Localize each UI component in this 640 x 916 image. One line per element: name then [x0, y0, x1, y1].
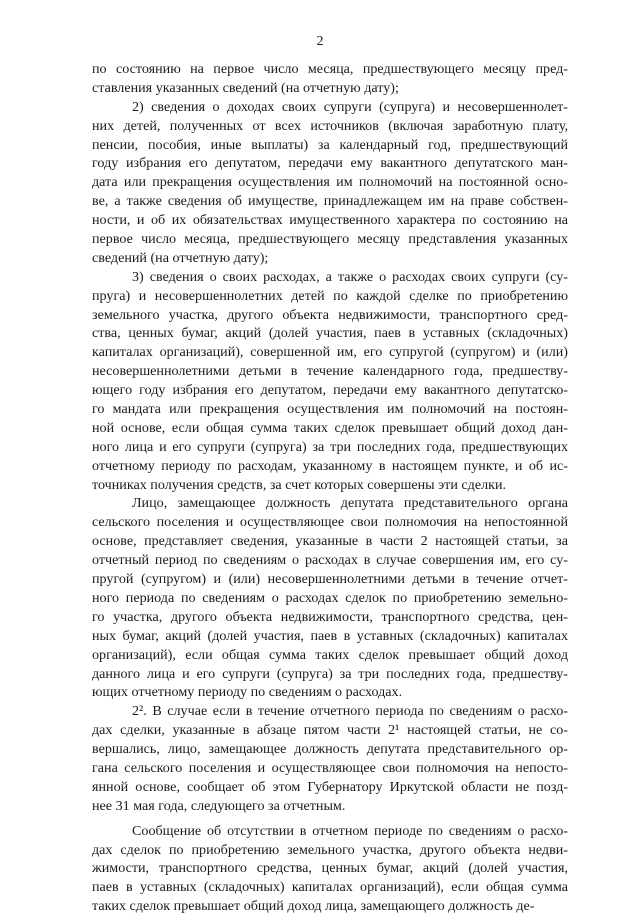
text-line: го мандата или прекращения осуществления им полномочий на постоян-	[92, 401, 568, 418]
text-line: гана сельского поселения и осуществляющее свои полномочия на непосто-	[92, 759, 568, 776]
text-line: точниках получения средств, за счет которых совершены эти сделки.	[92, 476, 507, 493]
text-line: го участка, другого объекта недвижимости, транспортного средства, цен-	[92, 608, 568, 625]
text-line: дах сделки, указанные в абзаце пятом части 2¹ настоящей статьи, не со-	[92, 722, 568, 739]
text-line: жимости, транспортного средства, ценных бумаг, акций (долей участия,	[92, 860, 568, 877]
page-number: 2	[316, 34, 324, 49]
text-line: пруга) и несовершеннолетних детей по каждой сделке по приобретению	[92, 287, 568, 304]
text-line: ве, а также сведения об имуществе, принадлежащем им на праве собствен-	[92, 193, 568, 210]
text-line: ющих отчетному периоду по сведениям о расходах.	[92, 684, 403, 701]
text-line: ставления указанных сведений (на отчетную дату);	[92, 79, 399, 96]
text-line: сведений (на отчетную дату);	[92, 249, 269, 266]
text-line: по состоянию на первое число месяца, предшествующего месяцу пред-	[92, 61, 568, 77]
text-line: отчетному периоду по расходам, указанному в настоящем пункте, и об ис-	[92, 457, 568, 474]
document-body	[92, 60, 568, 916]
text-line: Лицо, замещающее должность депутата представительного органа	[132, 495, 568, 512]
paragraph	[92, 822, 568, 916]
paragraph	[92, 494, 568, 702]
text-line: паев в уставных (складочных) капиталах организаций), если общая сумма	[92, 879, 568, 896]
text-line: Сообщение об отсутствии в отчетном периоде по сведениям о расхо-	[132, 822, 568, 839]
text-line: 3) сведения о своих расходах, а также о расходах своих супруги (су-	[132, 268, 568, 285]
text-line: ных бумаг, акций (долей участия, паев в уставных (складочных) капиталах	[92, 627, 568, 644]
text-line: несовершеннолетними детьми в течение календарного года, предшеству-	[92, 363, 568, 380]
text-line: пругой (супругом) и (или) несовершеннолетними детьми в течение отчет-	[92, 571, 568, 588]
text-line: них детей, полученных от всех источников (включая заработную плату,	[92, 117, 568, 134]
text-line: основе, представляет сведения, указанные в части 2 настоящей статьи, за	[92, 533, 568, 550]
text-line: ства, ценных бумаг, акций (долей участия, паев в уставных (складочных)	[92, 325, 568, 342]
text-line: вершались, лицо, замещающее должность депутата представительного ор-	[92, 741, 568, 758]
text-line: данного лица и его супруги (супруга) за три последних года, предшеству-	[92, 665, 568, 682]
text-line: нее 31 мая года, следующего за отчетным.	[92, 797, 346, 814]
text-line: году избрания его депутатом, передачи ему вакантного депутатского ман-	[92, 155, 568, 172]
text-line: организаций), если общая сумма таких сделок превышает общий доход	[92, 646, 568, 663]
text-line: дата или прекращения осуществления им полномочий на постоянной осно-	[92, 174, 568, 191]
text-line: ной основе, если общая сумма таких сделок превышает общий доход дан-	[92, 419, 568, 436]
paragraph	[92, 60, 568, 98]
text-line: таких сделок превышает общий доход лица, замещающего должность де-	[92, 898, 535, 915]
paragraph	[92, 268, 568, 495]
text-line: капиталах организаций), совершенной им, его супругой (супругом) и (или)	[92, 344, 568, 361]
text-line: 2) сведения о доходах своих супруги (супруга) и несовершеннолет-	[132, 98, 568, 115]
text-line: пенсии, пособия, иные выплаты) за календарный год, предшествующий	[92, 136, 568, 153]
paragraph	[92, 98, 568, 268]
paragraph	[92, 702, 568, 815]
text-line: земельного участка, другого объекта недвижимости, транспортного сред-	[92, 306, 568, 323]
text-line: дах сделок по приобретению земельного участка, другого объекта недви-	[92, 841, 568, 858]
text-line: сельского поселения и осуществляющее свои полномочия на непостоянной	[92, 514, 568, 531]
text-line: ности, и об их обязательствах имущественного характера по состоянию на	[92, 212, 568, 229]
text-line: ного лица и его супруги (супруга) за три последних года, предшествующих	[92, 438, 568, 455]
text-line: 2². В случае если в течение отчетного периода по сведениям о расхо-	[132, 703, 568, 720]
text-line: первое число месяца, предшествующего месяцу представления указанных	[92, 231, 568, 248]
text-line: янной основе, сообщает об этом Губернатору Иркутской области не позд-	[92, 778, 568, 795]
text-line: ного периода по сведениям о расходах сделок по приобретению земельно-	[92, 589, 568, 606]
text-line: отчетный период по сведениям о расходах в случае совершения им, его су-	[92, 552, 568, 569]
text-line: ющего году избрания его депутатом, передачи ему вакантного депутатско-	[92, 382, 568, 399]
